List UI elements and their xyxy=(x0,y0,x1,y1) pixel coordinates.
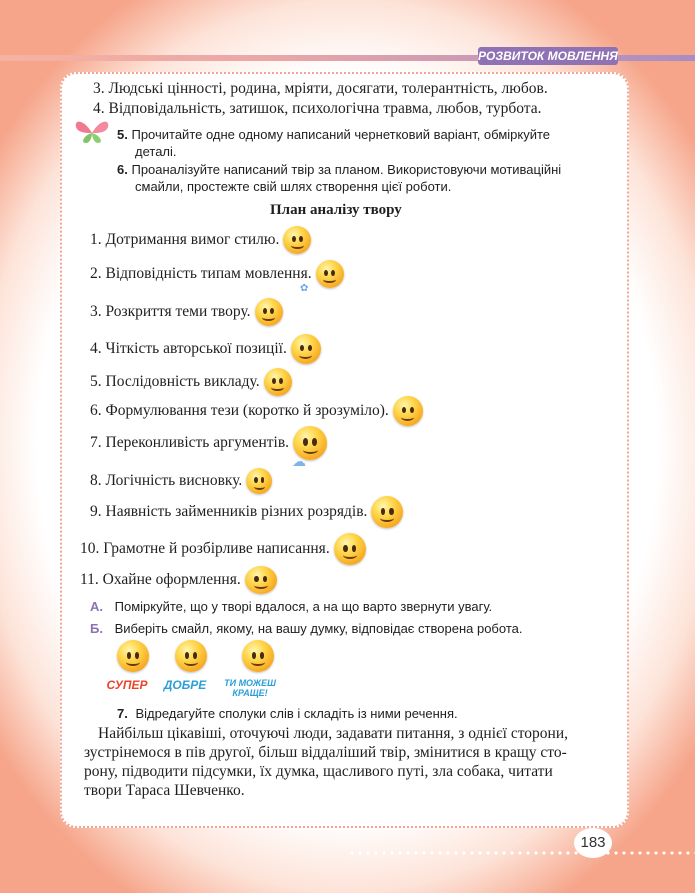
task7-body xyxy=(84,724,609,800)
plan-item-3: 3. Розкриття теми твору. xyxy=(90,298,283,326)
top-line-3: 3. Людські цінності, родина, мріяти, досягати, толерантність, любов. xyxy=(93,80,548,97)
smiley-icon xyxy=(393,396,423,426)
subtask-b: Б. Виберіть смайл, якому, на вашу думку, відповідає створена робота. xyxy=(90,621,523,636)
flower-icon: ✿ xyxy=(300,283,309,294)
plan-item-1: 1. Дотримання вимог стилю. xyxy=(90,226,311,254)
plan-item-10: 10. Грамотне й розбірливе написання. xyxy=(80,533,366,565)
plan-item-2: 2. Відповідність типам мовлення. xyxy=(90,260,344,288)
body-line: Найбільш цікавіші, оточуючі люди, задавати питання, з однієї сторони, xyxy=(98,725,568,742)
task-6: 6. Проаналізуйте написаний твір за планом. Використовуючи мотиваційні смайли, простежте свій шлях створення цієї роботи. xyxy=(117,162,562,194)
smiley-icon xyxy=(242,640,274,672)
plan-title: План аналізу твору xyxy=(270,202,402,218)
smiley-icon xyxy=(283,226,311,254)
smiley-icon xyxy=(316,260,344,288)
smiley-icon xyxy=(255,298,283,326)
badge-can-better[interactable]: ТИ МОЖЕШ КРАЩЕ! xyxy=(218,640,282,698)
section-title: РОЗВИТОК МОВЛЕННЯ xyxy=(478,49,618,63)
smiley-icon xyxy=(334,533,366,565)
plan-item-9: 9. Наявність займенників різних розрядів. xyxy=(90,496,403,528)
smiley-icon xyxy=(175,640,207,672)
task-7: 7. Відредагуйте сполуки слів і складіть із ними речення. xyxy=(117,706,458,721)
butterfly-icon xyxy=(72,117,112,145)
plan-item-11: 11. Охайне оформлення. xyxy=(80,566,277,594)
body-line: зустрінемося в пів другої, більш віддаліший твір, змінитися в кращу сто- xyxy=(84,744,567,761)
plan-item-5: 5. Послідовність викладу. xyxy=(90,368,292,396)
smiley-icon xyxy=(117,640,149,672)
badge-super[interactable]: СУПЕР xyxy=(100,640,154,692)
body-line: рону, підводити підсумки, їх думка, щасливого путі, зла собака, читати xyxy=(84,763,553,780)
subtask-a: А. Поміркуйте, що у творі вдалося, а на що варто звернути увагу. xyxy=(90,599,493,614)
top-line-4: 4. Відповідальність, затишок, психологічна травма, любов, турбота. xyxy=(93,100,542,117)
cloud-icon: ☁ xyxy=(292,455,306,470)
plan-item-4: 4. Чіткість авторської позиції. xyxy=(90,334,321,364)
plan-item-7: 7. Переконливість аргументів. xyxy=(90,426,327,460)
page-number: 183 xyxy=(574,828,612,858)
badge-good[interactable]: ДОБРЕ xyxy=(158,640,212,692)
smiley-icon xyxy=(246,468,272,494)
body-line: твори Тараса Шевченко. xyxy=(84,782,245,799)
smiley-icon xyxy=(245,566,277,594)
smiley-icon xyxy=(291,334,321,364)
smiley-icon xyxy=(371,496,403,528)
task-5: 5. Прочитайте одне одному написаний чернетковий варіант, обміркуйте деталі. xyxy=(117,127,551,159)
plan-item-6: 6. Формулювання тези (коротко й зрозуміло). xyxy=(90,396,423,426)
footer-dots xyxy=(348,851,695,855)
smiley-icon xyxy=(264,368,292,396)
plan-item-8: 8. Логічність висновку. xyxy=(90,468,272,494)
